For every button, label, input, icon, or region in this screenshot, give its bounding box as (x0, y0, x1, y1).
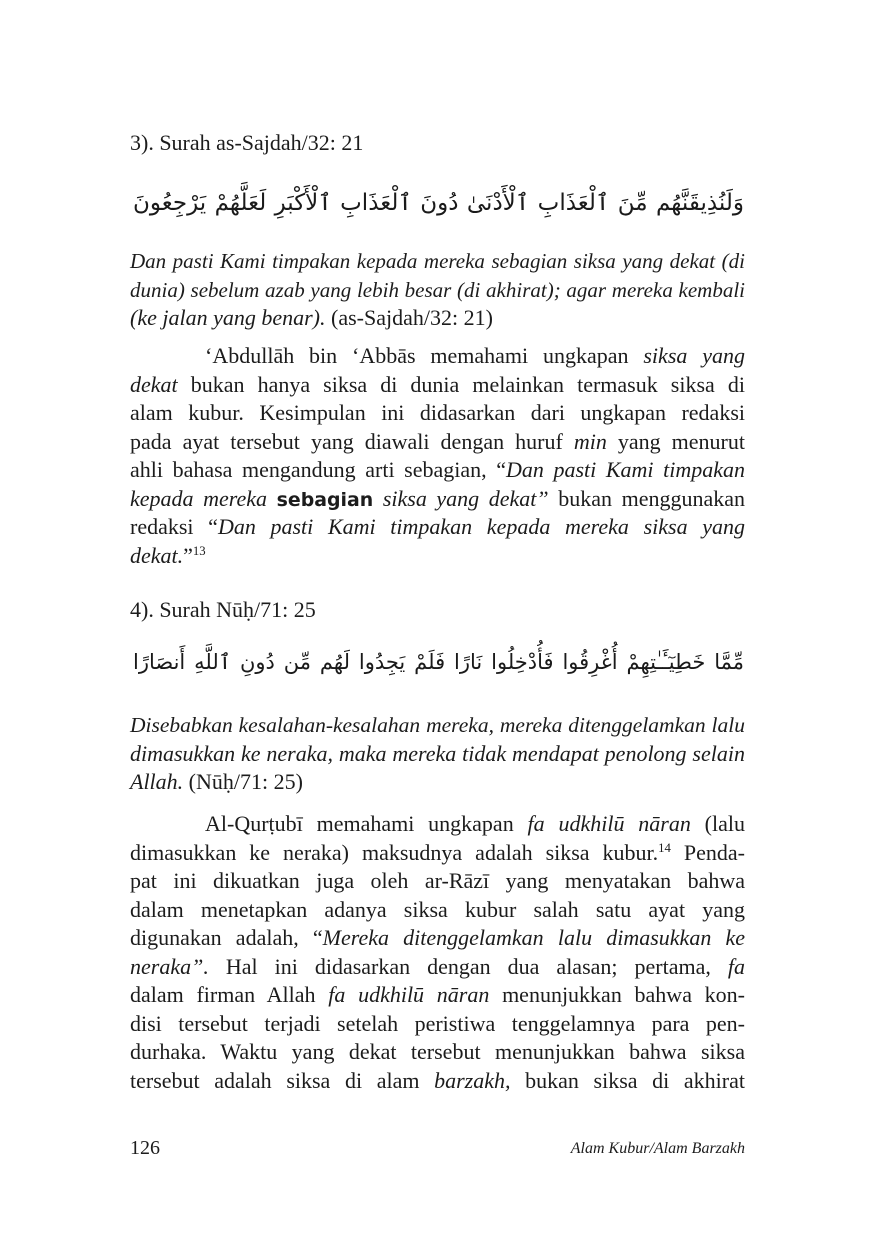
text-run: ” (183, 542, 193, 568)
section-heading: 3). Surah as-Sajdah/32: 21 (130, 130, 364, 155)
italic-text: Dan pasti Kami timpakan (505, 457, 745, 482)
commentary-paragraph-line (130, 342, 745, 371)
italic-text: siksa yang (643, 343, 745, 368)
text-run: dimasukkan ke neraka) maksudnya adalah siksa kubur. (130, 839, 659, 865)
commentary-paragraph-line (130, 456, 745, 485)
text-run: durhaka. Waktu yang dekat tersebut menunjukkan bahwa siksa (130, 1039, 745, 1064)
page-number: 126 (130, 1137, 160, 1159)
text-run: tersebut adalah siksa di alam (130, 1067, 435, 1093)
text-run: bukan menggunakan (548, 485, 745, 511)
text-run: (lalu (690, 811, 745, 836)
text-run: bukan siksa di akhirat (510, 1067, 745, 1093)
running-title: Alam Kubur/Alam Barzakh (570, 1140, 745, 1157)
quran-verse-arabic (132, 632, 745, 692)
text-run: ‘Abdullāh bin ‘Abbās memahami ungkapan (205, 343, 644, 368)
commentary-paragraph-line (130, 924, 745, 953)
commentary-paragraph-line (130, 867, 745, 896)
text-run: ahli bahasa mengandung arti sebagian, “ (130, 457, 506, 482)
italic-text: Allah. (130, 769, 184, 794)
verse-translation (130, 711, 745, 797)
italic-text: siksa yang dekat” (373, 485, 549, 511)
commentary-paragraph-line (130, 1010, 745, 1039)
commentary-paragraph-line (130, 371, 745, 400)
commentary-paragraph-line (130, 1038, 745, 1067)
text-run: redaksi “ (130, 514, 218, 539)
commentary-paragraph (130, 810, 745, 1095)
italic-text: fa udkhilū nāran (328, 982, 490, 1007)
italic-text: fa (727, 953, 745, 979)
text-run: alam kubur. Kesimpulan ini didasarkan dari ungkapan redaksi (130, 400, 745, 425)
text-run: dalam menetapkan adanya siksa kubur salah satu ayat yang (130, 896, 745, 922)
italic-text: kepada mereka (130, 485, 277, 511)
arabic-verse-text: وَلَنُذِيقَنَّهُم مِّنَ ٱلْعَذَابِ ٱلْأَدْنَىٰ دُونَ ٱلْعَذَابِ ٱلْأَكْبَرِ لَعَلَّهُمْ يَرْجِعُونَ (133, 190, 744, 216)
italic-text: dunia) sebelum azab yang lebih besar (di akhirat); agar mereka kembali (130, 277, 745, 302)
commentary-paragraph-line (130, 981, 745, 1010)
italic-text: Dan pasti Kami timpakan kepada mereka siksa yang (217, 514, 745, 539)
commentary-paragraph-line (130, 810, 745, 839)
text-run: bukan hanya siksa di dunia melainkan termasuk siksa di (177, 371, 745, 397)
italic-text: (ke jalan yang benar). (130, 305, 326, 330)
verse-translation-line (130, 740, 745, 769)
italic-text: dekat (130, 371, 178, 397)
text-run: Hal ini didasarkan dengan dua alasan; pertama, (208, 953, 728, 979)
italic-text: Disebabkan kesalahan-kesalahan mereka, mereka ditenggelamkan lalu (130, 713, 745, 737)
commentary-paragraph-line (130, 428, 745, 457)
commentary-paragraph-line (130, 513, 745, 542)
text-run: Al-Qurṭubī memahami ungkapan (205, 811, 528, 836)
verse-translation-line (130, 304, 745, 333)
text-run: (as-Sajdah/32: 21) (325, 305, 493, 330)
text-run: yang menurut (606, 428, 745, 454)
verse-translation-line (130, 247, 745, 276)
italic-text: neraka”. (130, 953, 209, 979)
commentary-paragraph-line (130, 542, 745, 571)
text-run: pada ayat tersebut yang diawali dengan huruf (130, 428, 574, 454)
text-run: (Nūḥ/71: 25) (183, 769, 303, 794)
verse-translation-line (130, 276, 745, 305)
commentary-paragraph (130, 342, 745, 570)
commentary-paragraph-line (130, 1067, 745, 1096)
italic-text: dimasukkan ke neraka, maka mereka tidak mendapat penolong selain (130, 740, 745, 766)
commentary-paragraph-line (130, 953, 745, 982)
verse-translation (130, 247, 745, 333)
commentary-paragraph-line (130, 399, 745, 428)
text-run: disi tersebut terjadi setelah peristiwa tenggelamnya para pen- (130, 1010, 745, 1036)
section-heading: 4). Surah Nūḥ/71: 25 (130, 597, 316, 622)
italic-text: dekat. (130, 542, 184, 568)
commentary-paragraph-line (130, 839, 745, 868)
commentary-paragraph-line (130, 896, 745, 925)
italic-text: Dan pasti Kami timpakan kepada mereka sebagian siksa yang dekat (di (130, 249, 745, 273)
commentary-paragraph-line (130, 485, 745, 514)
text-run: digunakan adalah, “ (130, 925, 323, 950)
italic-text: Mereka ditenggelamkan lalu dimasukkan ke (322, 925, 746, 950)
verse-translation-line (130, 711, 745, 740)
text-run: dalam firman Allah (130, 982, 329, 1007)
text-run: menunjukkan bahwa kon- (489, 982, 746, 1007)
text-run: Penda- (670, 839, 745, 865)
quran-verse-arabic (132, 173, 745, 233)
arabic-verse-text: مِّمَّا خَطِيٓـَٔـٰتِهِمْ أُغْرِقُوا فَأُدْخِلُوا نَارًا فَلَمْ يَجِدُوا لَهُم مِّن دُونِ ٱللَّهِ أَنصَارًا (133, 650, 744, 674)
footnote-reference: 14 (658, 840, 671, 855)
text-run: pat ini dikuatkan juga oleh ar-Rāzī yang menyatakan bahwa (130, 868, 745, 893)
bold-text: sebagian (276, 488, 374, 511)
verse-translation-line (130, 768, 745, 797)
italic-text: fa udkhilū nāran (527, 811, 691, 836)
italic-text: barzakh, (434, 1067, 511, 1093)
italic-text: min (573, 428, 607, 454)
footnote-reference: 13 (192, 543, 206, 558)
